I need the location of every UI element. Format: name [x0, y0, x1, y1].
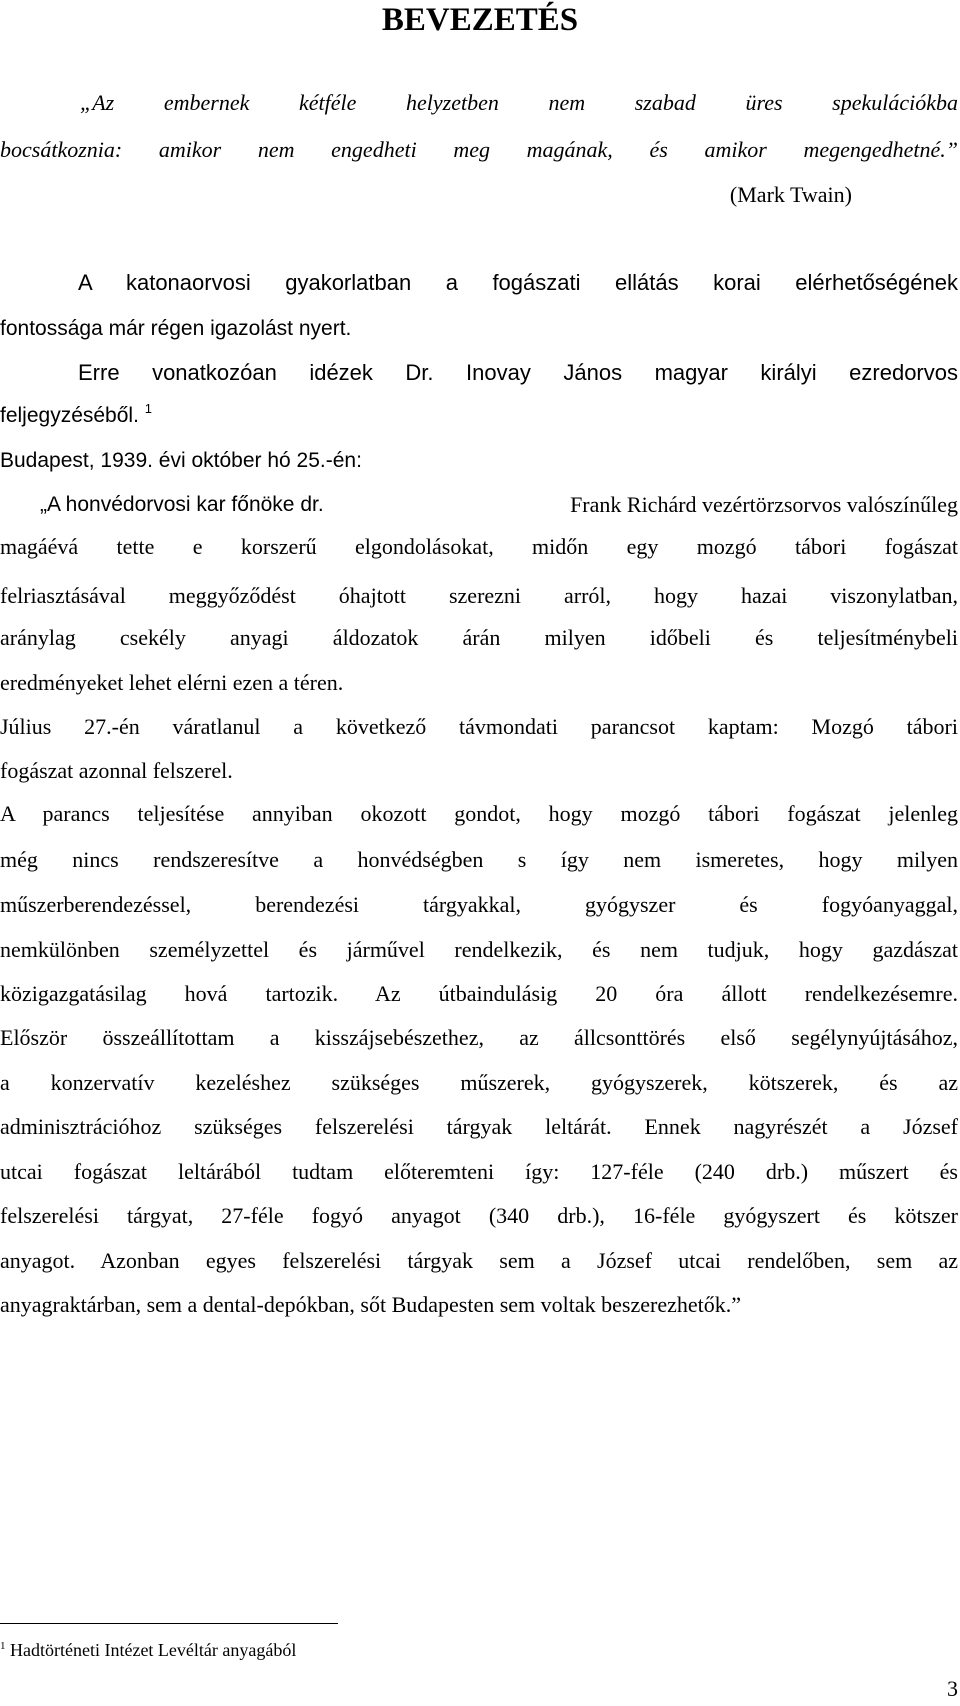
paragraph-2-text: feljegyzéséből.	[0, 404, 139, 427]
citation-line-1	[40, 494, 958, 516]
footnote-divider	[0, 1623, 338, 1624]
paragraph-4-line-8: adminisztrációhoz szükséges felszerelési tárgyak leltárát. Ennek nagyrészét a József	[0, 1114, 958, 1139]
paragraph-4-line-3: műszerberendezéssel, berendezési tárgyakkal, gyógyszer és fogyóanyaggal,	[0, 892, 958, 917]
footnote-text: Hadtörténeti Intézet Levéltár anyagából	[10, 1640, 297, 1660]
paragraph-4-line-1: A parancs teljesítése annyiban okozott gondot, hogy mozgó tábori fogászat jelenleg	[0, 801, 958, 826]
citation-line-5: eredményeket lehet elérni ezen a téren.	[0, 670, 344, 695]
citation-line-1-end: Frank Richárd vezértörzsorvos valószínűleg	[570, 492, 958, 517]
paragraph-4-line-4: nemkülönben személyzettel és járművel rendelkezik, és nem tudjuk, hogy gazdászat	[0, 937, 958, 962]
quote-line-2: bocsátkoznia: amikor nem engedheti meg magának, és amikor megengedhetné.”	[0, 137, 958, 162]
citation-line-1-start: „A honvédorvosi kar főnöke dr.	[40, 493, 324, 516]
paragraph-4-line-2: még nincs rendszeresítve a honvédségben s így nem ismeretes, hogy milyen	[0, 847, 958, 872]
paragraph-4-line-9: utcai fogászat leltárából tudtam előteremteni így: 127-féle (240 drb.) műszert és	[0, 1159, 958, 1184]
citation-line-2: magáévá tette e korszerű elgondolásokat, midőn egy mozgó tábori fogászat	[0, 534, 958, 559]
citation-line-3: felriasztásával meggyőződést óhajtott szerezni arról, hogy hazai viszonylatban,	[0, 583, 958, 608]
paragraph-2-line-1: Erre vonatkozóan idézek Dr. Inovay János magyar királyi ezredorvos	[78, 360, 958, 385]
paragraph-4-line-7: a konzervatív kezeléshez szükséges műszerek, gyógyszerek, kötszerek, és az	[0, 1070, 958, 1095]
paragraph-3-line-1: Július 27.-én váratlanul a következő távmondati parancsot kaptam: Mozgó tábori	[0, 714, 958, 739]
footnote-number: 1	[0, 1640, 6, 1652]
paragraph-1-line-1: A katonaorvosi gyakorlatban a fogászati ellátás korai elérhetőségének	[78, 270, 958, 295]
paragraph-1-line-2: fontossága már régen igazolást nyert.	[0, 317, 352, 340]
paragraph-4-line-6: Először összeállítottam a kisszájsebészethez, az állcsonttörés első segélynyújtásához,	[0, 1025, 958, 1050]
citation-line-4: aránylag csekély anyagi áldozatok árán milyen időbeli és teljesítménybeli	[0, 625, 958, 650]
page-number: 3	[947, 1676, 958, 1701]
footnote-ref: 1	[144, 401, 152, 416]
footnote	[0, 1640, 296, 1661]
paragraph-2-line-2	[0, 401, 958, 427]
paragraph-4-line-5: közigazgatásilag hová tartozik. Az útbaindulásig 20 óra állott rendelkezésemre.	[0, 981, 958, 1006]
quote-line-1: „Az embernek kétféle helyzetben nem szabad üres spekulációkba	[80, 90, 958, 115]
paragraph-4-line-12: anyagraktárban, sem a dental-depókban, sőt Budapesten sem voltak beszerezhetők.”	[0, 1292, 741, 1317]
page-title: BEVEZETÉS	[381, 2, 579, 38]
citation-date-line: Budapest, 1939. évi október hó 25.-én:	[0, 449, 362, 472]
quote-author: (Mark Twain)	[729, 182, 852, 207]
paragraph-4-line-10: felszerelési tárgyat, 27-féle fogyó anyagot (340 drb.), 16-féle gyógyszert és kötszer	[0, 1203, 958, 1228]
paragraph-4-line-11: anyagot. Azonban egyes felszerelési tárgyak sem a József utcai rendelőben, sem az	[0, 1248, 958, 1273]
paragraph-3-line-2: fogászat azonnal felszerel.	[0, 758, 233, 783]
